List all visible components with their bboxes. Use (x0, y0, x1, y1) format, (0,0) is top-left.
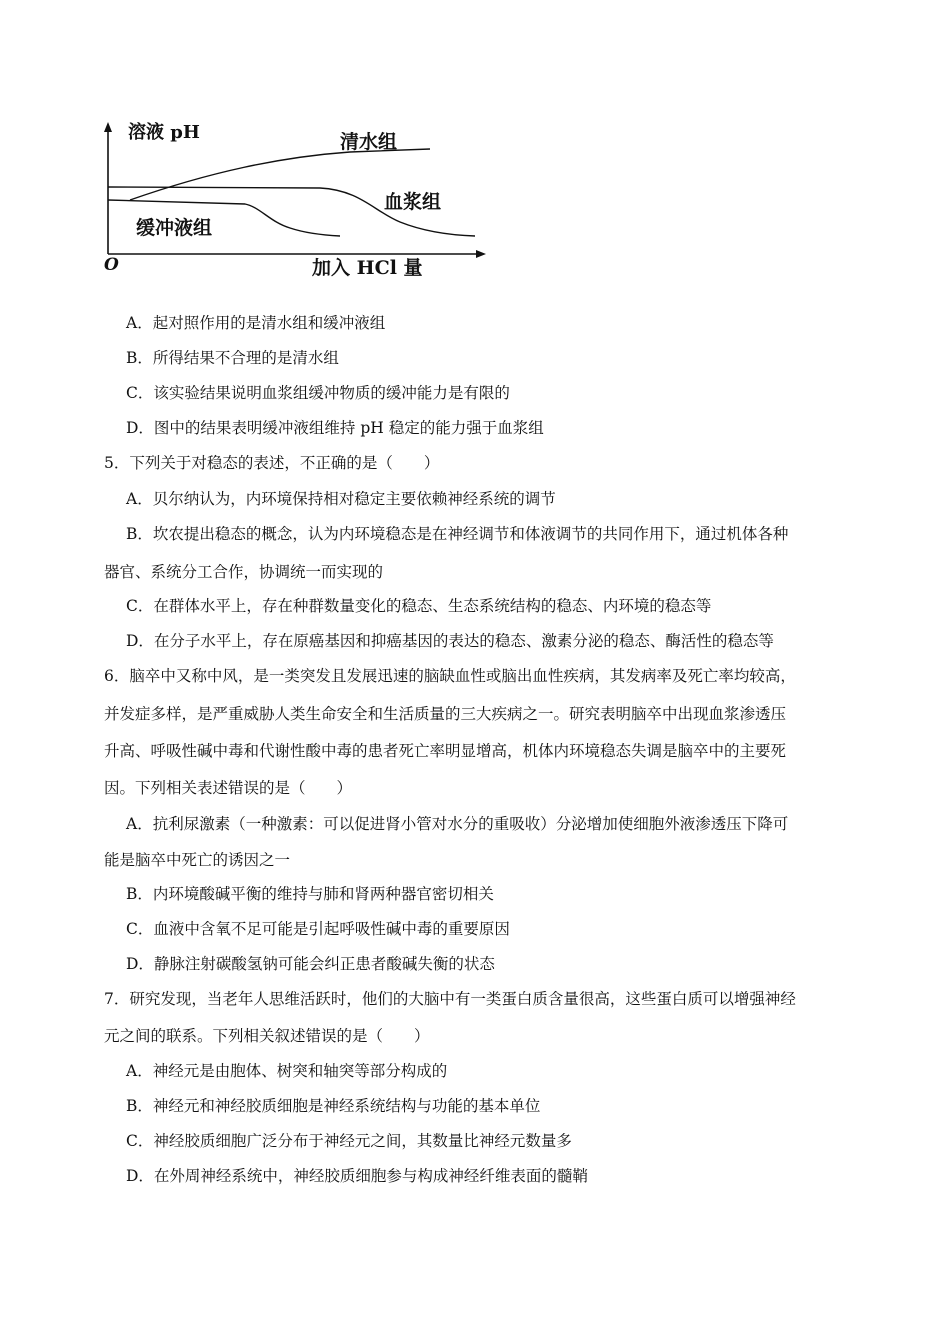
y-axis-arrow-icon (104, 122, 112, 132)
curve-label-water: 清水组 (340, 131, 398, 153)
q6-option-b: B．内环境酸碱平衡的维持与肺和肾两种器官密切相关 (126, 885, 494, 903)
q4-option-d: D．图中的结果表明缓冲液组维持 pH 稳定的能力强于血浆组 (126, 419, 544, 437)
q7-option-a: A．神经元是由胞体、树突和轴突等部分构成的 (126, 1062, 448, 1080)
q6-stem-line-2: 并发症多样，是严重威胁人类生命安全和生活质量的三大疾病之一。研究表明脑卒中出现血浆渗透压 (104, 705, 787, 723)
q7-stem-line-1: 7．研究发现，当老年人思维活跃时，他们的大脑中有一类蛋白质含量很高，这些蛋白质可以增强神经 (104, 990, 796, 1008)
x-axis-arrow-icon (476, 250, 486, 258)
ph-curve-figure (100, 112, 490, 282)
q6-stem-line-3: 升高、呼吸性碱中毒和代谢性酸中毒的患者死亡率明显增高，机体内环境稳态失调是脑卒中的主要死 (104, 742, 787, 760)
q5-option-a: A．贝尔纳认为，内环境保持相对稳定主要依赖神经系统的调节 (126, 490, 556, 508)
q6-option-c: C．血液中含氧不足可能是引起呼吸性碱中毒的重要原因 (126, 920, 510, 938)
q5-stem: 5．下列关于对稳态的表述，不正确的是（ ） (104, 454, 440, 472)
q4-option-c: C．该实验结果说明血浆组缓冲物质的缓冲能力是有限的 (126, 384, 510, 402)
q5-option-d: D．在分子水平上，存在原癌基因和抑癌基因的表达的稳态、激素分泌的稳态、酶活性的稳态等 (126, 632, 774, 650)
q6-option-d: D．静脉注射碳酸氢钠可能会纠正患者酸碱失衡的状态 (126, 955, 495, 973)
q5-option-b: B．坎农提出稳态的概念，认为内环境稳态是在神经调节和体液调节的共同作用下，通过机体各种 (126, 525, 789, 543)
q6-stem-line-4: 因。下列相关表述错误的是（ ） (104, 779, 353, 797)
q5-option-c: C．在群体水平上，存在种群数量变化的稳态、生态系统结构的稳态、内环境的稳态等 (126, 597, 712, 615)
q4-option-a: A．起对照作用的是清水组和缓冲液组 (126, 314, 386, 332)
origin-label: O (104, 255, 119, 275)
q7-stem-line-2: 元之间的联系。下列相关叙述错误的是（ ） (104, 1027, 430, 1045)
y-axis-label: 溶液 pH (128, 122, 200, 143)
x-axis-label: 加入 HCl 量 (312, 257, 423, 279)
q7-option-d: D．在外周神经系统中，神经胶质细胞参与构成神经纤维表面的髓鞘 (126, 1167, 588, 1185)
curve-label-plasma: 血浆组 (384, 191, 442, 213)
q6-option-a: A．抗利尿激素（一种激素：可以促进肾小管对水分的重吸收）分泌增加使细胞外液渗透压下降可 (126, 815, 789, 833)
q7-option-c: C．神经胶质细胞广泛分布于神经元之间，其数量比神经元数量多 (126, 1132, 572, 1150)
curve-label-buffer: 缓冲液组 (136, 217, 213, 239)
q4-option-b: B．所得结果不合理的是清水组 (126, 349, 339, 367)
q7-option-b: B．神经元和神经胶质细胞是神经系统结构与功能的基本单位 (126, 1097, 541, 1115)
q6-option-a-cont: 能是脑卒中死亡的诱因之一 (104, 851, 291, 869)
q5-option-b-cont: 器官、系统分工合作，协调统一而实现的 (104, 563, 384, 581)
q6-stem-line-1: 6．脑卒中又称中风，是一类突发且发展迅速的脑缺血性或脑出血性疾病，其发病率及死亡率均较高， (104, 667, 796, 685)
